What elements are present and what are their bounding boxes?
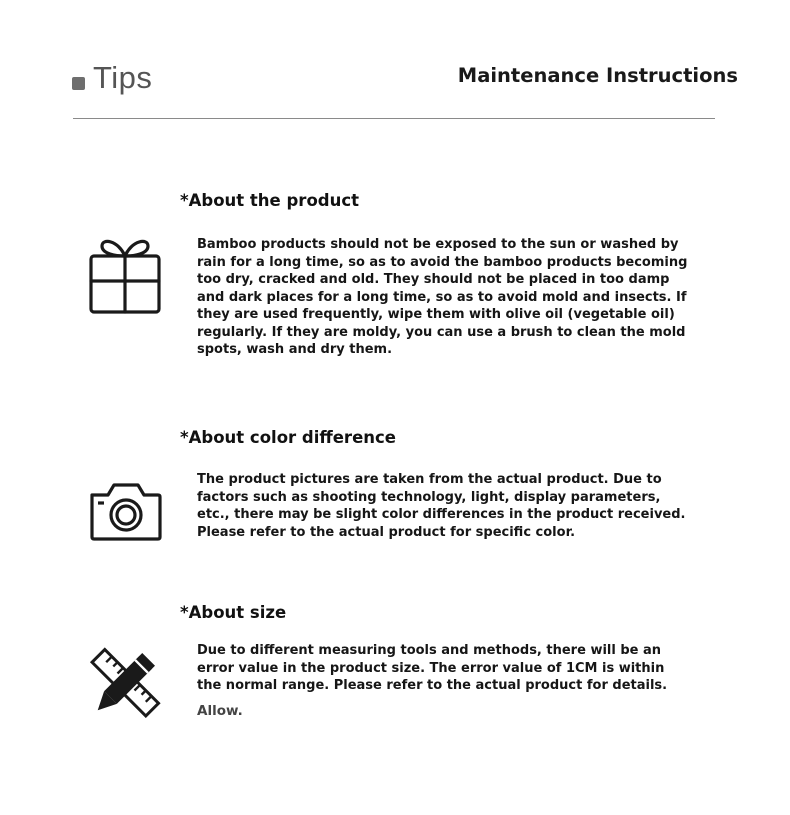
section-body: The product pictures are taken from the actual product. Due to factors such as shooting technology, light, display parameters, etc., there may be slight color differences in the product received. Please refer to the actual product for specific color. [197, 472, 686, 540]
camera-icon [88, 479, 164, 543]
tips-label: Tips [93, 60, 153, 95]
section-body: Due to different measuring tools and methods, there will be an error value in the product size. The error value of 1CM is within the normal range. Please refer to the actual product for details. [197, 643, 668, 693]
square-bullet-icon [72, 77, 85, 90]
page-title: Maintenance Instructions [457, 64, 738, 87]
section-heading: *About color difference [180, 428, 396, 447]
gift-icon [88, 236, 162, 316]
section-heading: *About size [180, 603, 287, 622]
allow-note: Allow. [197, 703, 243, 719]
section-heading: *About the product [180, 191, 360, 210]
header-divider [73, 118, 715, 119]
section-body: Bamboo products should not be exposed to the sun or washed by rain for a long time, so as to avoid the bamboo products becoming too dry, cracked and old. They should not be placed in too damp and dark places for a long time, so as to avoid mold and insects. If they are used frequently, wipe them with olive oil (vegetable oil) regularly. If they are moldy, you can use a brush to clean the mold spots, wash and dry them. [197, 237, 688, 357]
ruler-pencil-icon [90, 646, 162, 718]
